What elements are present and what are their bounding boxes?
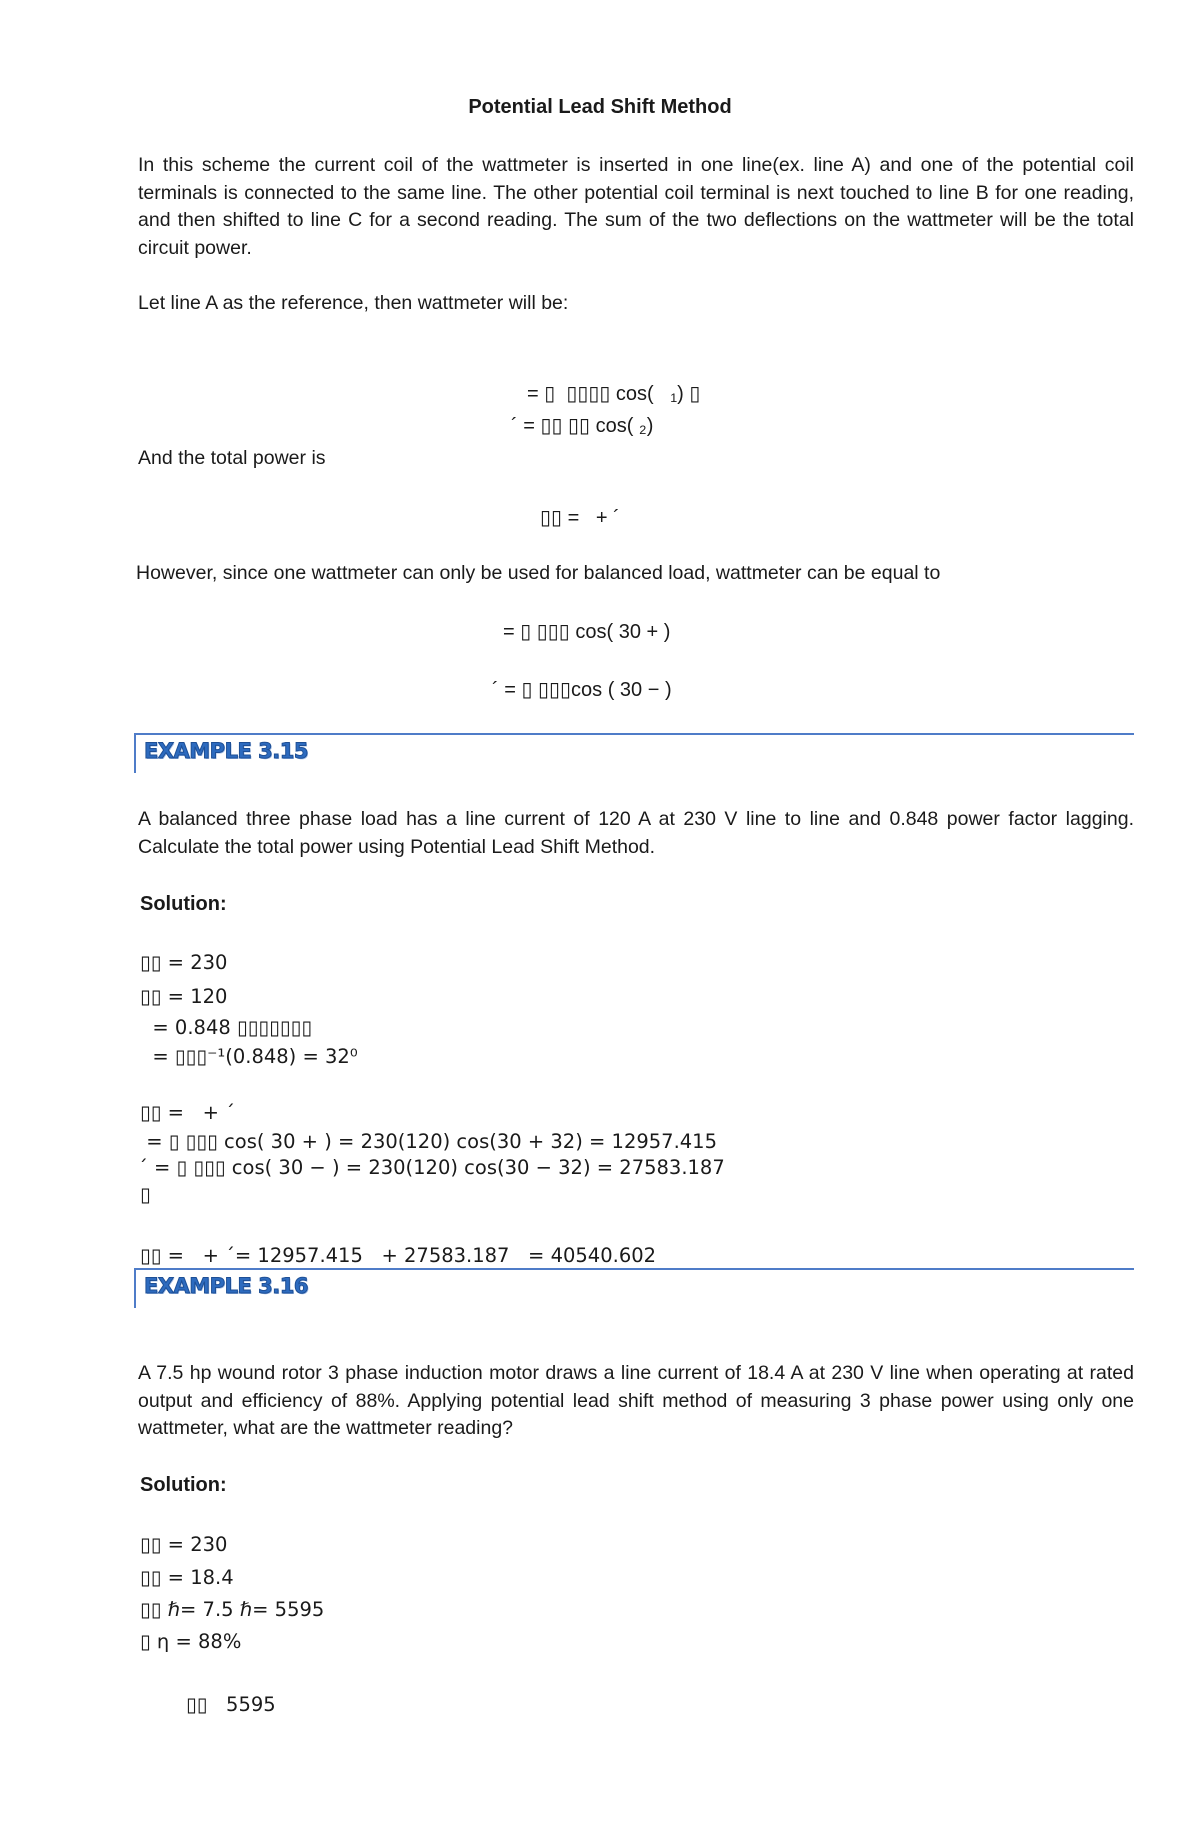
solution-line: ▯▯ = + ´ — [140, 1101, 235, 1124]
example-problem: A 7.5 hp wound rotor 3 phase induction motor draws a line current of 18.4 A at 230 V line when operating at rated output and efficiency of 88%. Applying potential lead shift method of measuring 3 phase power using only one wattmeter, what are the wattmeter reading? — [138, 1362, 1134, 1439]
example-label: EXAMPLE 3.15 — [144, 739, 308, 763]
equation-w-prime-balanced: ´ = ▯ ▯▯▯cos ( 30 − ) — [492, 679, 672, 701]
solution-line: ▯ — [140, 1183, 151, 1206]
reference-text: Let line A as the reference, then wattmeter will be: — [138, 292, 569, 314]
solution-line: ▯▯ ℏ= 7.5 ℏ= 5595 — [140, 1598, 325, 1621]
example-problem: A balanced three phase load has a line current of 120 A at 230 V line to line and 0.848 power factor lagging. Calculate the total power using Potential Lead Shift Method. — [138, 808, 1134, 858]
example-box-3-16 — [134, 1268, 1134, 1308]
solution-line: = ▯ ▯▯▯ cos( 30 + ) = 230(120) cos(30 + 32) = 12957.415 — [140, 1130, 717, 1153]
total-power-text: And the total power is — [138, 447, 326, 469]
solution-label: Solution: — [140, 1474, 227, 1496]
page-title: Potential Lead Shift Method — [468, 96, 732, 118]
intro-paragraph: In this scheme the current coil of the wattmeter is inserted in one line(ex. line A) and one of the potential coil terminals is connected to the same line. The other potential coil terminal is next touched to line B for one reading, and then shifted to line C for a second reading. The sum of the two deflections on the wattmeter will be the total circuit power. — [138, 154, 1134, 259]
equation-w2: ´ = ▯▯ ▯▯ cos( ₂) — [511, 415, 654, 437]
equation-total: ▯▯ = + ´ — [540, 507, 620, 529]
solution-line: ´ = ▯ ▯▯▯ cos( 30 − ) = 230(120) cos(30 − 32) = 27583.187 — [138, 1156, 725, 1179]
solution-line: = 0.848 ▯▯▯▯▯▯▯ — [140, 1016, 313, 1039]
solution-label: Solution: — [140, 893, 227, 915]
example-box-3-15 — [134, 733, 1134, 773]
solution-line: ▯ η = 88% — [140, 1630, 242, 1653]
solution-line: ▯▯ = 120 — [140, 985, 228, 1008]
equation-w-balanced: = ▯ ▯▯▯ cos( 30 + ) — [503, 621, 671, 643]
solution-line: ▯▯ = 230 — [140, 1533, 228, 1556]
solution-line: ▯▯ 5595 — [186, 1693, 276, 1716]
solution-line: ▯▯ = 230 — [140, 951, 228, 974]
solution-line: ▯▯ = + ´= 12957.415 + 27583.187 = 40540.602 — [140, 1244, 657, 1267]
equation-w1: = ▯ ▯▯▯▯ cos( ₁) ▯ — [527, 383, 701, 405]
however-text: However, since one wattmeter can only be used for balanced load, wattmeter can be equal to — [136, 562, 941, 584]
solution-line: = ▯▯▯⁻¹(0.848) = 32⁰ — [140, 1045, 358, 1068]
solution-line: ▯▯ = 18.4 — [140, 1566, 234, 1589]
example-label: EXAMPLE 3.16 — [144, 1274, 308, 1298]
